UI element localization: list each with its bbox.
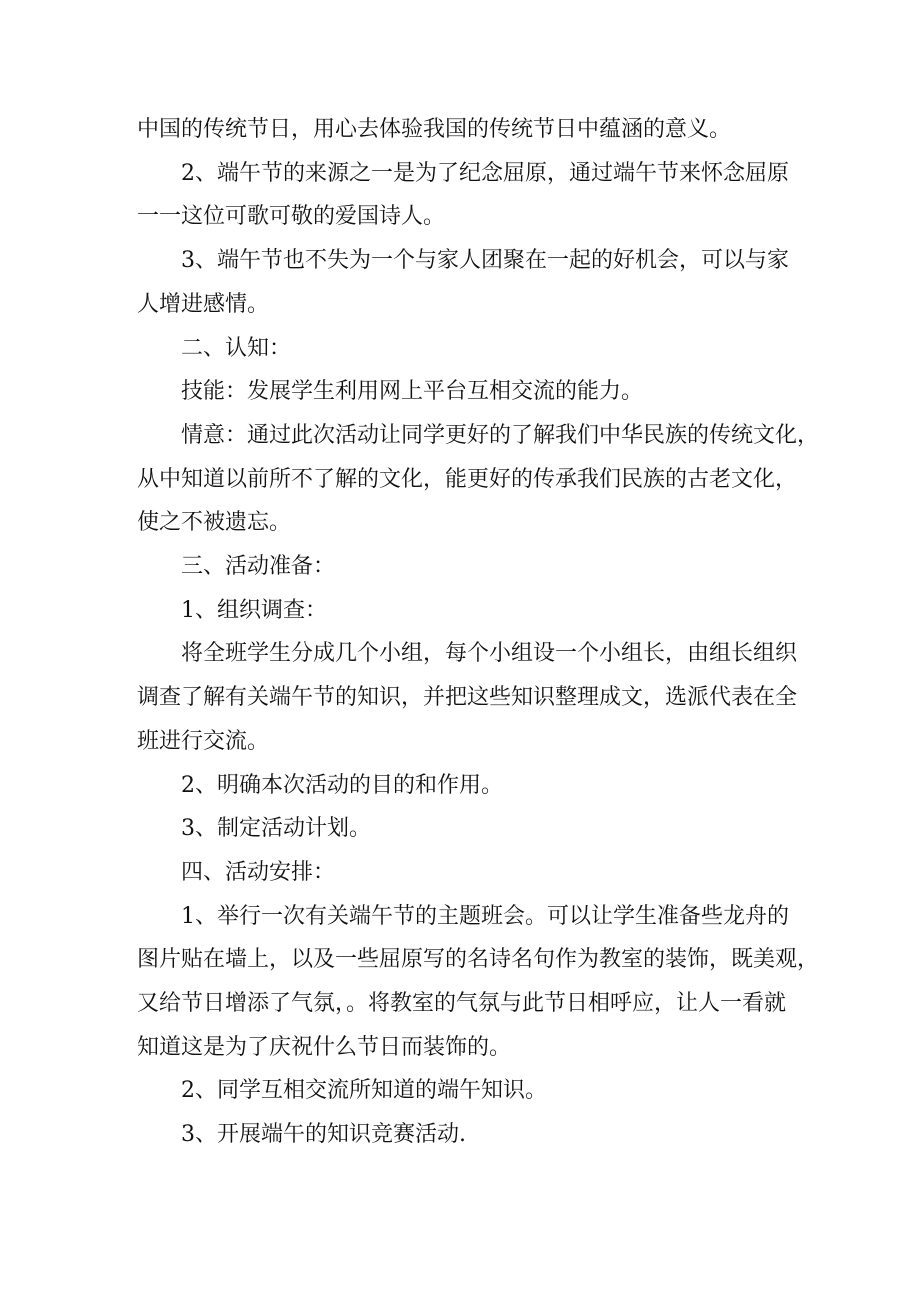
text-line: 将全班学生分成几个小组，每个小组设一个小组长，由组长组织	[181, 641, 798, 667]
text-line: 2、明确本次活动的目的和作用。	[181, 772, 503, 798]
text-line: 从中知道以前所不了解的文化，能更好的传承我们民族的古老文化，	[137, 466, 798, 492]
text-line: 3、端午节也不失为一个与家人团聚在一起的好机会，可以与家	[181, 248, 789, 274]
text-line: 班进行交流。	[137, 728, 270, 754]
text-line: 2、端午节的来源之一是为了纪念屈原，通过端午节来怀念屈原	[181, 160, 789, 186]
section-heading: 二、认知：	[181, 335, 292, 361]
document-page	[137, 108, 837, 1157]
text-line: 2、同学互相交流所知道的端午知识。	[181, 1078, 547, 1104]
text-line: 图片贴在墙上，以及一些屈原写的名诗名句作为教室的装饰，既美观，	[137, 947, 820, 973]
text-line: 技能：发展学生利用网上平台互相交流的能力。	[181, 379, 644, 405]
text-line: 1、举行一次有关端午节的主题班会。可以让学生准备些龙舟的	[181, 903, 789, 929]
subheading: 1、组织调查：	[181, 597, 327, 623]
section-heading: 三、活动准备：	[181, 554, 336, 580]
text-line: 又给节日增添了气氛，。将教室的气氛与此节日相呼应，让人一看就	[137, 991, 787, 1017]
text-line: 情意：通过此次活动让同学更好的了解我们中华民族的传统文化，	[181, 422, 820, 448]
text-line: 中国的传统节日，用心去体验我国的传统节日中蕴涵的意义。	[137, 117, 732, 142]
section-heading: 四、活动安排：	[181, 859, 336, 885]
text-line: 使之不被遗忘。	[137, 510, 292, 536]
text-line: 3、制定活动计划。	[181, 816, 371, 842]
text-line: 人增进感情。	[137, 291, 270, 317]
text-line: 3、开展端午的知识竞赛活动.	[181, 1122, 466, 1148]
text-line: 一一这位可歌可敬的爱国诗人。	[137, 204, 446, 230]
text-line: 知道这是为了庆祝什么节日而装饰的。	[137, 1034, 512, 1060]
text-line: 调查了解有关端午节的知识，并把这些知识整理成文，选派代表在全	[137, 685, 798, 711]
